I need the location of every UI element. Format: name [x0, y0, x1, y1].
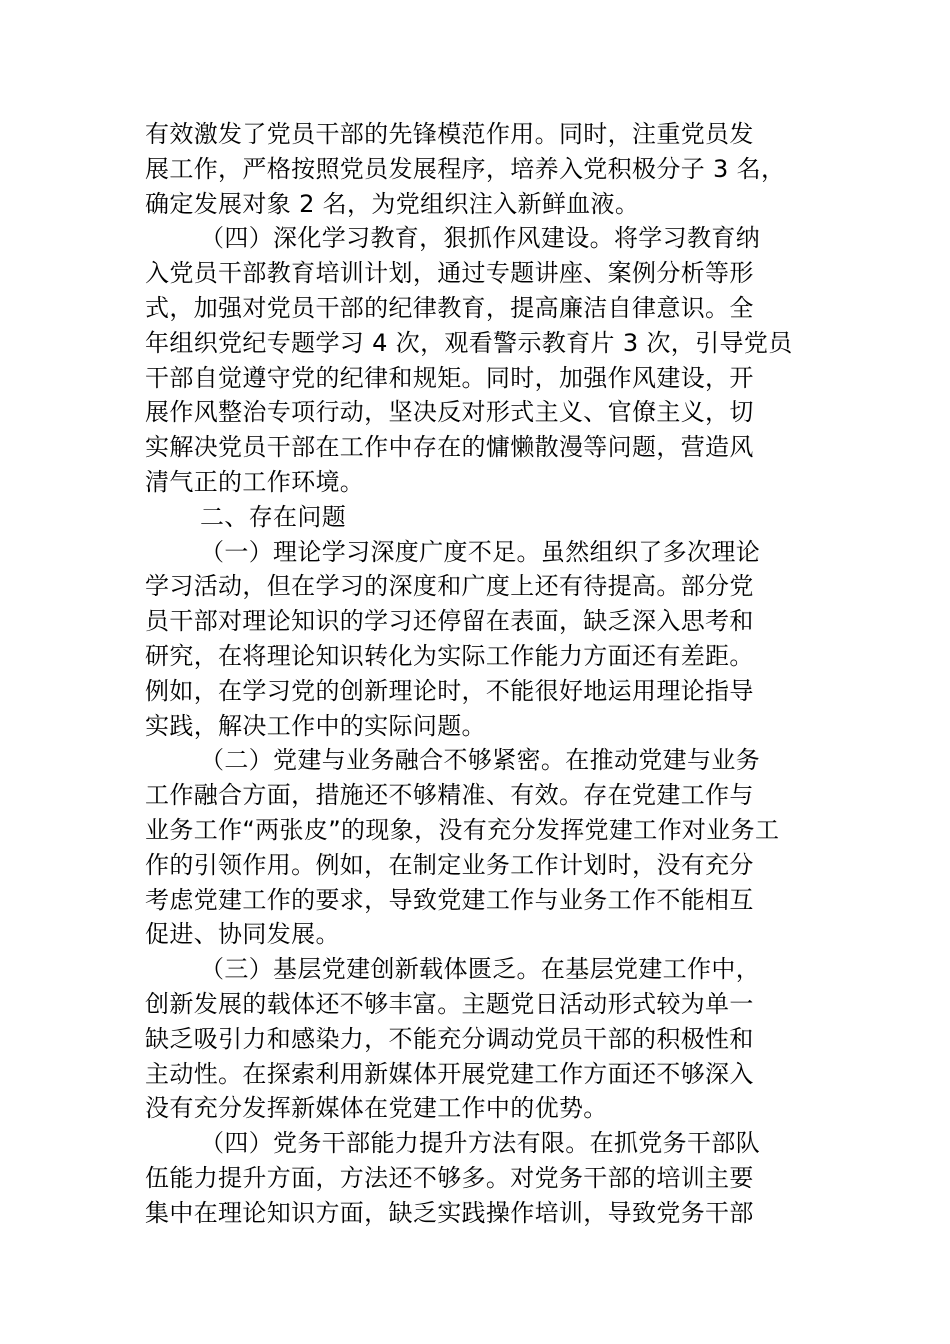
text-line: 年组织党纪专题学习 4 次，观看警示教育片 3 次，引导党员: [145, 328, 793, 357]
paragraph-first-line: （三）基层党建创新载体匮乏。在基层党建工作中，: [200, 955, 761, 984]
text-line: 入党员干部教育培训计划，通过专题讲座、案例分析等形: [145, 259, 754, 288]
text-line: 有效激发了党员干部的先锋模范作用。同时，注重党员发: [145, 120, 754, 148]
text-line: 考虑党建工作的要求，导致党建工作与业务工作不能相互: [145, 885, 754, 914]
text-line: 例如，在学习党的创新理论时，不能很好地运用理论指导: [145, 676, 754, 705]
text-line: 实践，解决工作中的实际问题。: [145, 711, 486, 740]
section-heading: 二、存在问题: [200, 502, 347, 531]
text-line: 促进、协同发展。: [145, 920, 340, 949]
text-line: 实解决党员干部在工作中存在的慵懒散漫等问题，营造风: [145, 433, 754, 462]
text-line: 创新发展的载体还不够丰富。主题党日活动形式较为单一: [145, 989, 754, 1018]
text-line: 伍能力提升方面，方法还不够多。对党务干部的培训主要: [145, 1163, 754, 1192]
text-line: 干部自觉遵守党的纪律和规矩。同时，加强作风建设，开: [145, 363, 754, 392]
paragraph-first-line: （一）理论学习深度广度不足。虽然组织了多次理论: [200, 537, 761, 566]
text-line: 没有充分发挥新媒体在党建工作中的优势。: [145, 1094, 608, 1123]
text-line: 确定发展对象 2 名，为党组织注入新鲜血液。: [145, 189, 640, 218]
text-line: 员干部对理论知识的学习还停留在表面，缺乏深入思考和: [145, 607, 754, 636]
text-line: 研究，在将理论知识转化为实际工作能力方面还有差距。: [145, 641, 754, 670]
text-line: 缺乏吸引力和感染力，不能充分调动党员干部的积极性和: [145, 1024, 754, 1053]
text-line: 学习活动，但在学习的深度和广度上还有待提高。部分党: [145, 572, 754, 601]
text-line: 工作融合方面，措施还不够精准、有效。存在党建工作与: [145, 781, 754, 810]
body-text: [145, 117, 807, 1231]
text-line: 业务工作“两张皮”的现象，没有充分发挥党建工作对业务工: [145, 815, 780, 844]
text-line: 集中在理论知识方面，缺乏实践操作培训，导致党务干部: [145, 1198, 754, 1227]
text-line: 作的引领作用。例如，在制定业务工作计划时，没有充分: [145, 850, 754, 879]
paragraph-first-line: （二）党建与业务融合不够紧密。在推动党建与业务: [200, 746, 761, 775]
text-line: 式，加强对党员干部的纪律教育，提高廉洁自律意识。全: [145, 293, 754, 322]
paragraph-first-line: （四）深化学习教育，狠抓作风建设。将学习教育纳: [200, 224, 761, 253]
paragraph-first-line: （四）党务干部能力提升方法有限。在抓党务干部队: [200, 1129, 761, 1158]
text-line: 展作风整治专项行动，坚决反对形式主义、官僚主义，切: [145, 398, 754, 427]
text-line: 清气正的工作环境。: [145, 467, 365, 496]
text-line: 展工作，严格按照党员发展程序，培养入党积极分子 3 名，: [145, 154, 786, 183]
text-line: 主动性。在探索利用新媒体开展党建工作方面还不够深入: [145, 1059, 754, 1088]
